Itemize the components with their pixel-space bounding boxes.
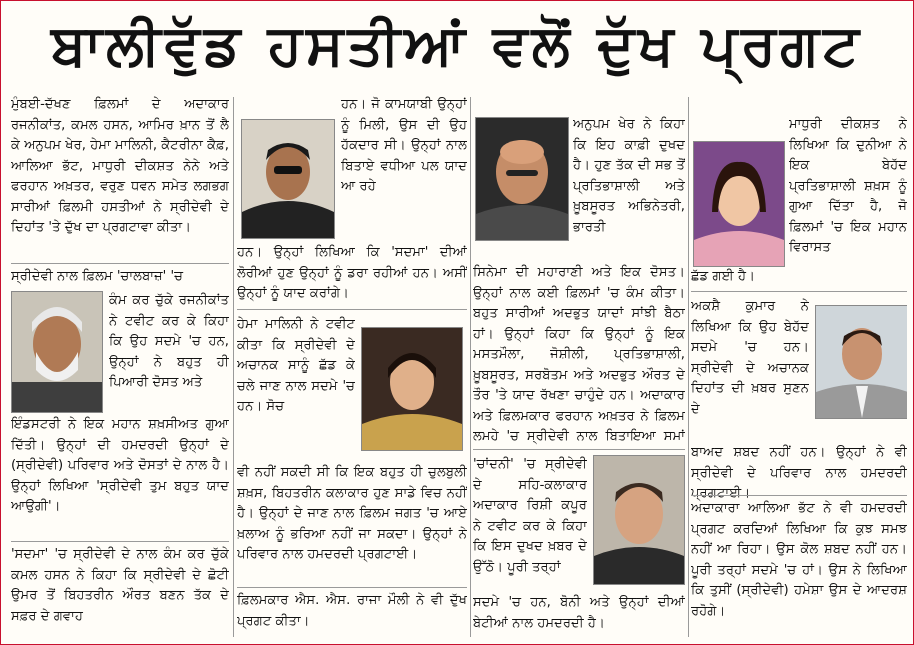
akshay-side-text: ਅਕਸ਼ੈ ਕੁਮਾਰ ਨੇ ਲਿਖਿਆ ਕਿ ਉਹ ਬੇਹੱਦ ਸਦਮੇ 'ਚ ਹਨ। ਸ੍ਰੀਦੇਵੀ ਦੇ ਅਚਾਨਕ ਦਿਹਾਂਤ ਦੀ ਖ਼ਬਰ ਸੁਣਨ ਦੇ bbox=[691, 299, 809, 417]
rajini-lead: ਸ੍ਰੀਦੇਵੀ ਨਾਲ ਫ਼ਿਲਮ 'ਚਾਲਬਾਜ਼' 'ਚ bbox=[11, 269, 184, 284]
column-3 bbox=[473, 93, 685, 639]
hema-malini-photo bbox=[361, 327, 463, 451]
divider bbox=[11, 541, 229, 542]
divider bbox=[473, 449, 685, 450]
rajamouli-text: ਫ਼ਿਲਮਕਾਰ ਐਸ. ਐਸ. ਰਾਜਾ ਮੌਲੀ ਨੇ ਵੀ ਦੁੱਖ ਪ੍ਰਗਟ ਕੀਤਾ। bbox=[237, 593, 467, 629]
madhuri-dixit-photo bbox=[693, 141, 785, 267]
divider bbox=[237, 587, 467, 588]
intro-paragraph: ਮੁੰਬਈ-ਦੱਖਣ ਫ਼ਿਲਮਾਂ ਦੇ ਅਦਾਕਾਰ ਰਜਨੀਕਾਂਤ, ਕਮਲ ਹਸਨ, ਆਮਿਰ ਖ਼ਾਨ ਤੋਂ ਲੈ ਕੇ ਅਨੁਪਮ ਖੇਰ, ਹੇਮਾ ਮਾਲਿਨੀ, ਕੈਟਰੀਨਾ ਕੈਫ਼, ਆਲਿਆ ਭੱਟ, ਮਾਧੁਰੀ ਦੀਕਸ਼ਤ ਨੇਨੇ ਅਤੇ ਫਰਹਾਨ ਅਖ਼ਤਰ, ਵਰੁਣ ਧਵਨ ਸਮੇਤ ਲਗਭਗ ਸਾਰੀਆਂ ਫ਼ਿਲਮੀ ਹਸਤੀਆਂ ਨੇ ਸ੍ਰੀਦੇਵੀ ਦੇ ਦਿਹਾਂਤ 'ਤੇ ਦੁੱਖ ਦਾ ਪ੍ਰਗਟਾਵਾ ਕੀਤਾ। bbox=[11, 97, 229, 235]
divider bbox=[691, 291, 907, 292]
column-rule bbox=[688, 97, 689, 637]
divider bbox=[691, 495, 907, 496]
anupam-quote-text: ਸਿਨੇਮਾ ਦੀ ਮਹਾਰਾਣੀ ਅਤੇ ਇਕ ਦੋਸਤ। ਉਨ੍ਹਾਂ ਨਾਲ ਕਈ ਫ਼ਿਲਮਾਂ 'ਚ ਕੰਮ ਕੀਤਾ। ਬਹੁਤ ਸਾਰੀਆਂ ਅਦਭੁਤ ਯਾਦਾਂ ਸਾਂਝੀ ਬੈਠਾ ਹਾਂ। ਉਨ੍ਹਾਂ ਕਿਹਾ ਕਿ ਉਨ੍ਹਾਂ ਨੂੰ ਇਕ ਮਸਤਮੌਲਾ, ਜੋਸ਼ੀਲੀ, ਪ੍ਰਤਿਭਾਸ਼ਾਲੀ, ਖ਼ੂਬਸੂਰਤ, ਸਰਬੋਤਮ ਅਤੇ ਅਦਭੁਤ ਔਰਤ ਦੇ ਤੌਰ 'ਤੇ ਯਾਦ ਰੱਖਣਾ ਚਾਹੁੰਦੇ ਹਨ। ਅਦਾਕਾਰ ਅਤੇ ਫ਼ਿਲਮਕਾਰ ਫਰਹਾਨ ਅਖ਼ਤਰ ਨੇ ਫ਼ਿਲਮ ਲਮਹੇ 'ਚ ਸ੍ਰੀਦੇਵੀ ਨਾਲ ਬਿਤਾਇਆ ਸਮਾਂ bbox=[473, 265, 685, 444]
divider bbox=[237, 309, 467, 310]
hema-quote-text: ਵੀ ਨਹੀਂ ਸਕਦੀ ਸੀ ਕਿ ਇਕ ਬਹੁਤ ਹੀ ਚੁਲਬੁਲੀ ਸ਼ਖ਼ਸ, ਬਿਹਤਰੀਨ ਕਲਾਕਾਰ ਹੁਣ ਸਾਡੇ ਵਿਚ ਨਹੀਂ ਹੈ। ਉਨ੍ਹਾਂ ਦੇ ਜਾਣ ਨਾਲ ਫ਼ਿਲਮ ਜਗਤ 'ਚ ਆਏ ਖ਼ਲਾਅ ਨੂੰ ਭਰਿਆ ਨਹੀਂ ਜਾ ਸਕਦਾ। ਉਨ੍ਹਾਂ ਨੇ ਪਰਿਵਾਰ ਨਾਲ ਹਮਦਰਦੀ ਪ੍ਰਗਟਾਈ। bbox=[237, 465, 467, 562]
alia-text: ਅਦਾਕਾਰਾ ਆਲਿਆ ਭੱਟ ਨੇ ਵੀ ਹਮਦਰਦੀ ਪ੍ਰਗਟ ਕਰਦਿਆਂ ਲਿਖਿਆ ਕਿ ਕੁਝ ਸਮਝ ਨਹੀਂ ਆ ਰਿਹਾ। ਉਸ ਕੋਲ ਸ਼ਬਦ ਨਹੀਂ ਹਨ। ਪੂਰੀ ਤਰ੍ਹਾਂ ਸਦਮੇ 'ਚ ਹਾਂ। ਉਸ ਨੇ ਲਿਖਿਆ ਕਿ ਤੁਸੀਂ (ਸ੍ਰੀਦੇਵੀ) ਹਮੇਸ਼ਾ ਉਸ ਦੇ ਆਦਰਸ਼ ਰਹੋਗੇ। bbox=[691, 501, 907, 619]
rishi-kapoor-photo bbox=[593, 455, 685, 585]
akshay-kumar-photo bbox=[815, 305, 907, 419]
headline: ਬਾਲੀਵੁੱਡ ਹਸਤੀਆਂ ਵਲੋਂ ਦੁੱਖ ਪ੍ਰਗਟ bbox=[51, 13, 863, 78]
column-1 bbox=[11, 93, 229, 639]
kamal-haasan-photo bbox=[241, 119, 335, 239]
madhuri-quote-text: ਛੱਡ ਗਈ ਹੈ। bbox=[691, 269, 756, 284]
column-rule bbox=[470, 97, 471, 637]
divider bbox=[11, 263, 229, 264]
hema-side-text: ਹੇਮਾ ਮਾਲਿਨੀ ਨੇ ਟਵੀਟ ਕੀਤਾ ਕਿ ਸ੍ਰੀਦੇਵੀ ਦੇ ਅਚਾਨਕ ਸਾਨੂੰ ਛੱਡ ਕੇ ਚਲੇ ਜਾਣ ਨਾਲ ਸਦਮੇ 'ਚ ਹਨ। ਸੋਚ bbox=[237, 317, 355, 414]
column-rule bbox=[233, 97, 234, 637]
rishi-side-text: 'ਚਾਂਦਨੀ' 'ਚ ਸ੍ਰੀਦੇਵੀ ਦੇ ਸਹਿ-ਕਲਾਕਾਰ ਅਦਾਕਾਰ ਰਿਸ਼ੀ ਕਪੂਰ ਨੇ ਟਵੀਟ ਕਰ ਕੇ ਕਿਹਾ ਕਿ ਇਸ ਦੁਖਦ ਖ਼ਬਰ ਦੇ ਉੱਠੋ। ਪੂਰੀ ਤਰ੍ਹਾਂ bbox=[473, 457, 587, 575]
kamal-intro-text: 'ਸਦਮਾ' 'ਚ ਸ੍ਰੀਦੇਵੀ ਦੇ ਨਾਲ ਕੰਮ ਕਰ ਚੁੱਕੇ ਕਮਲ ਹਸਨ ਨੇ ਕਿਹਾ ਕਿ ਸ੍ਰੀਦੇਵੀ ਦੇ ਛੋਟੀ ਉਮਰ ਤੋਂ ਬਿਹਤਰੀਨ ਔਰਤ ਬਣਨ ਤੱਕ ਦੇ ਸਫ਼ਰ ਦੇ ਗਵਾਹ bbox=[11, 547, 229, 624]
anupam-side-text: ਅਨੁਪਮ ਖੇਰ ਨੇ ਕਿਹਾ ਕਿ ਇਹ ਕਾਫ਼ੀ ਦੁਖਦ ਹੈ। ਹੁਣ ਤੱਕ ਦੀ ਸਭ ਤੋਂ ਪ੍ਰਤਿਭਾਸ਼ਾਲੀ ਅਤੇ ਖ਼ੂਬਸੂਰਤ ਅਭਿਨੇਤਰੀ, ਭਾਰਤੀ bbox=[573, 117, 685, 235]
rajini-quote-text: ਇੰਡਸਟਰੀ ਨੇ ਇਕ ਮਹਾਨ ਸ਼ਖ਼ਸੀਅਤ ਗੁਆ ਦਿੱਤੀ। ਉਨ੍ਹਾਂ ਦੀ ਹਮਦਰਦੀ ਉਨ੍ਹਾਂ ਦੇ (ਸ੍ਰੀਦੇਵੀ) ਪਰਿਵਾਰ ਅਤੇ ਦੋਸਤਾਂ ਦੇ ਨਾਲ ਹੈ। ਉਨ੍ਹਾਂ ਲਿਖਿਆ 'ਸ੍ਰੀਦੇਵੀ ਤੁਮ ਬਹੁਤ ਯਾਦ ਆਉਗੀ'। bbox=[11, 417, 229, 514]
madhuri-side-text: ਮਾਧੁਰੀ ਦੀਕਸ਼ਤ ਨੇ ਲਿਖਿਆ ਕਿ ਦੁਨੀਆ ਨੇ ਇਕ ਬੇਹੱਦ ਪ੍ਰਤਿਭਾਸ਼ਾਲੀ ਸ਼ਖ਼ਸ ਨੂੰ ਗੁਆ ਦਿੱਤਾ ਹੈ, ਜੋ ਫ਼ਿਲਮਾਂ 'ਚ ਇਕ ਮਹਾਨ ਵਿਰਾਸਤ bbox=[789, 117, 907, 255]
column-4 bbox=[691, 93, 907, 639]
column-2 bbox=[237, 93, 467, 639]
rishi-quote-text: ਸਦਮੇ 'ਚ ਹਨ, ਬੋਨੀ ਅਤੇ ਉਨ੍ਹਾਂ ਦੀਆਂ ਬੇਟੀਆਂ ਨਾਲ ਹਮਦਰਦੀ ਹੈ। bbox=[473, 595, 685, 631]
rajini-side-text: ਕੰਮ ਕਰ ਚੁੱਕੇ ਰਜਨੀਕਾਂਤ ਨੇ ਟਵੀਟ ਕਰ ਕੇ ਕਿਹਾ ਕਿ ਉਹ ਸਦਮੇ 'ਚ ਹਨ, ਉਨ੍ਹਾਂ ਨੇ ਬਹੁਤ ਹੀ ਪਿਆਰੀ ਦੋਸਤ ਅਤੇ bbox=[109, 293, 229, 390]
anupam-kher-photo bbox=[475, 117, 569, 241]
rajinikanth-photo bbox=[11, 291, 103, 413]
akshay-quote-text: ਬਾਅਦ ਸ਼ਬਦ ਨਹੀਂ ਹਨ। ਉਨ੍ਹਾਂ ਨੇ ਵੀ ਸ੍ਰੀਦੇਵੀ ਦੇ ਪਰਿਵਾਰ ਨਾਲ ਹਮਦਰਦੀ ਪ੍ਰਗਟਾਈ। bbox=[691, 445, 907, 501]
kamal-side-text: ਹਨ। ਜੋ ਕਾਮਯਾਬੀ ਉਨ੍ਹਾਂ ਨੂੰ ਮਿਲੀ, ਉਸ ਦੀ ਉਹ ਹੱਕਦਾਰ ਸੀ। ਉਨ੍ਹਾਂ ਨਾਲ ਬਿਤਾਏ ਵਧੀਆ ਪਲ ਯਾਦ ਆ ਰਹੇ bbox=[341, 97, 467, 194]
kamal-quote-text: ਹਨ। ਉਨ੍ਹਾਂ ਲਿਖਿਆ ਕਿ 'ਸਦਮਾ' ਦੀਆਂ ਲੋਰੀਆਂ ਹੁਣ ਉਨ੍ਹਾਂ ਨੂੰ ਡਰਾ ਰਹੀਆਂ ਹਨ। ਅਸੀਂ ਉਨ੍ਹਾਂ ਨੂੰ ਯਾਦ ਕਰਾਂਗੇ। bbox=[237, 245, 467, 301]
